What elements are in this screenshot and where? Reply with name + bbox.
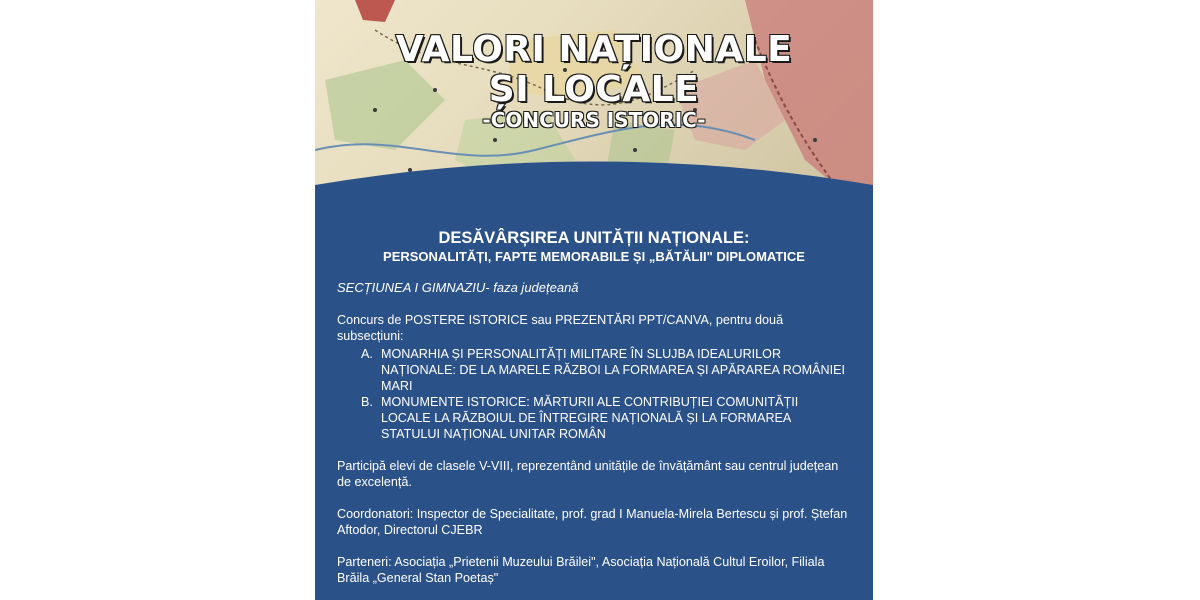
subsection-list bbox=[337, 346, 849, 442]
coordinators-text: Coordonatori: Inspector de Specialitate, prof. grad I Manuela-Mirela Bertescu și prof. Ștefan Aftodor, Directorul CJEBR bbox=[337, 507, 848, 537]
poster-subtitle: -CONCURS ISTORIC- bbox=[482, 108, 706, 132]
historical-map bbox=[315, 0, 873, 200]
theme-subtitle: PERSONALITĂȚI, FAPTE MEMORABILE ȘI „BĂTĂLII" DIPLOMATICE bbox=[383, 249, 805, 264]
list-item-letter: A. bbox=[361, 347, 373, 361]
section-label: SECȚIUNEA I GIMNAZIU- faza județeană bbox=[337, 280, 579, 295]
contest-intro: Concurs de POSTERE ISTORICE sau PREZENTĂRI PPT/CANVA, pentru două subsecțiuni: bbox=[337, 313, 784, 343]
poster-title-line-1: VALORI NAȚIONALE bbox=[395, 29, 793, 70]
list-item-letter: B. bbox=[361, 395, 373, 409]
list-item bbox=[337, 394, 849, 442]
poster bbox=[315, 0, 873, 600]
list-item bbox=[337, 346, 849, 394]
partners-text: Parteneri: Asociația „Prietenii Muzeului Brăilei", Asociația Națională Cultul Eroilor, Filiala Brăila „General Stan Poetaș" bbox=[337, 555, 825, 585]
poster-body bbox=[315, 312, 873, 586]
list-item-text: MONARHIA ȘI PERSONALITĂȚI MILITARE ÎN SLUJBA IDEALURILOR NAȚIONALE: DE LA MARELE RĂZBOI LA FORMAREA ȘI APĂRAREA ROMÂNIEI MARI bbox=[381, 347, 845, 393]
poster-content bbox=[315, 228, 873, 586]
theme-title: DESĂVÂRȘIREA UNITĂȚII NAȚIONALE: bbox=[438, 229, 750, 247]
list-item-text: MONUMENTE ISTORICE: MĂRTURII ALE CONTRIBUȚIEI COMUNITĂȚII LOCALE LA RĂZBOIUL DE ÎNTREGIRE NAȚIONALĂ ȘI LA FORMAREA STATULUI NAȚIONAL UNITAR ROMÂN bbox=[381, 395, 799, 441]
participants-text: Participă elevi de clasele V-VIII, reprezentând unitățile de învățământ sau centrul județean de excelență. bbox=[337, 459, 839, 489]
poster-title-line-2: ȘI LOCALE bbox=[488, 69, 700, 110]
poster-header bbox=[315, 30, 873, 132]
